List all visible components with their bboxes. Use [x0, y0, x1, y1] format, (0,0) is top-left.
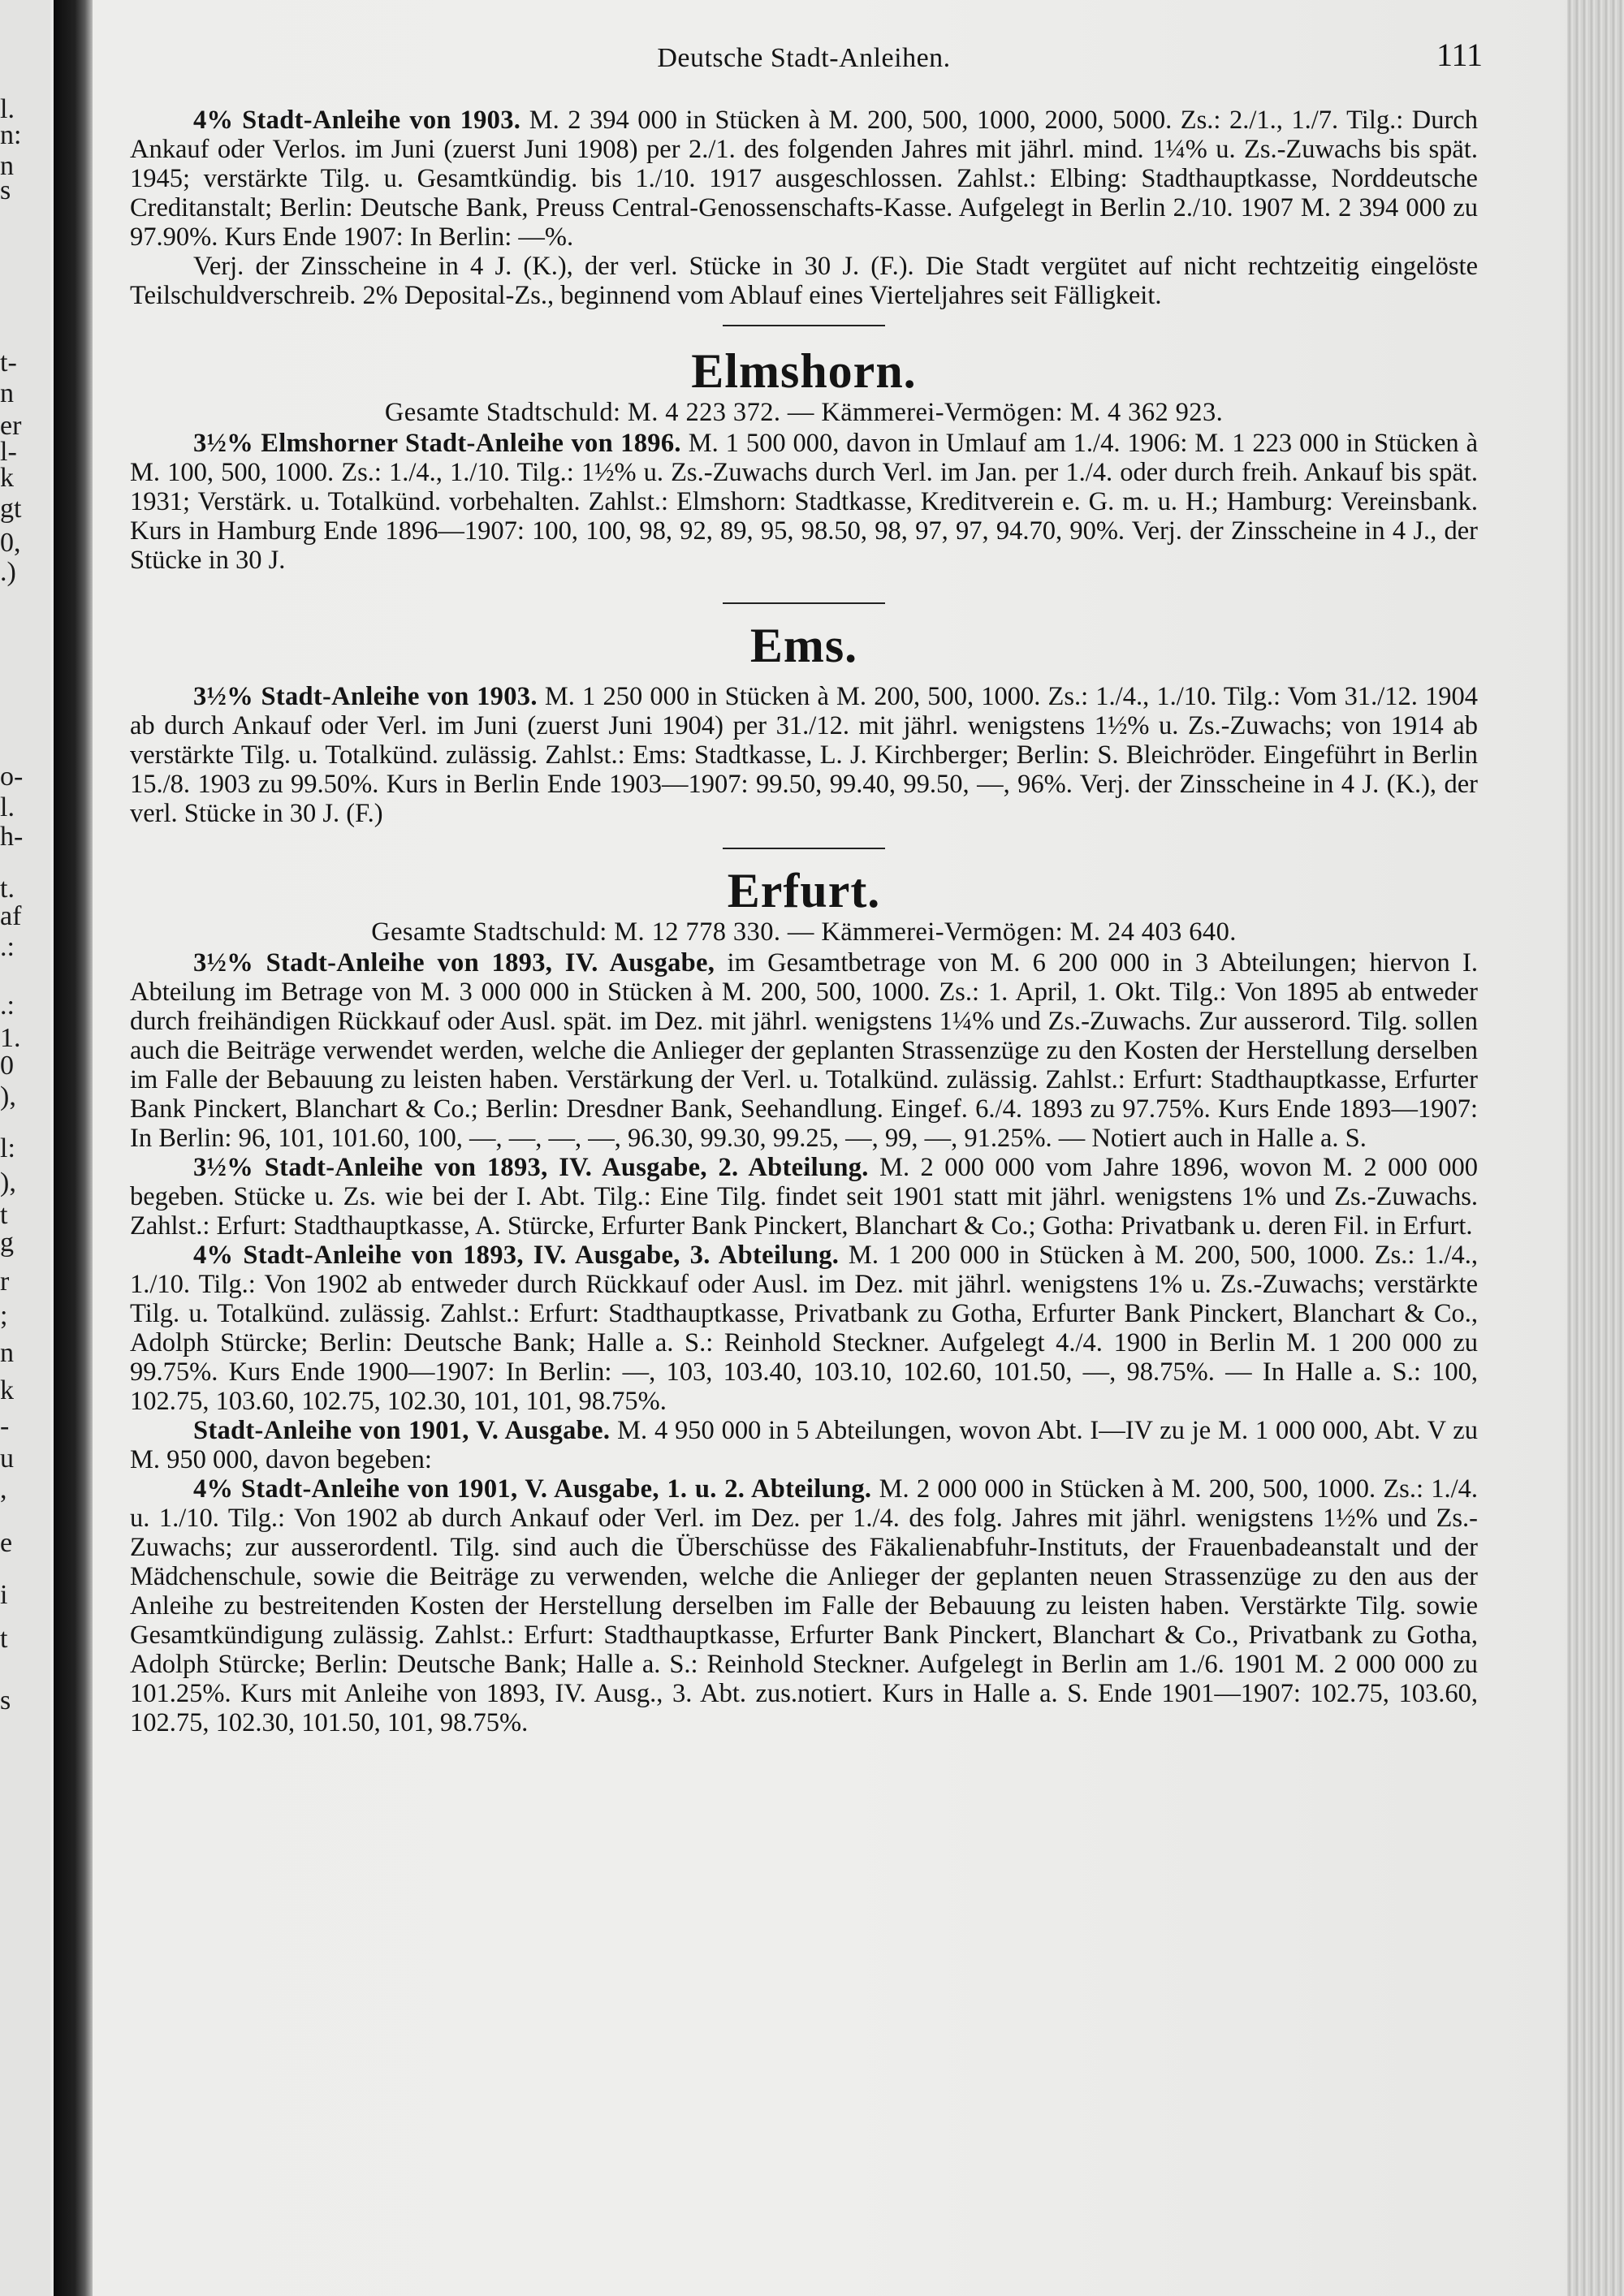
previous-page-fragment: .:	[0, 990, 15, 1021]
elbing-loan-text: M. 2 394 000 in Stücken à M. 200, 500, 1000, 2000, 5000. Zs.: 2./1., 1./7. Tilg.: Durch Ankauf oder Verlos. im Juni (zuerst Juni 1908) per 2./1. des folgenden Jahres mit jährl. mind. 1¼% u. Zs.-Zuwachs bis spät. 1945; verstärkte Tilg. u. Gesamtkündig. bis 1./10. 1917 ausgeschlossen. Zahlst.: Elbing: Stadthauptkasse, Norddeutsche Creditanstalt; Berlin: Deutsche Bank, Preuss Central-Genossenschafts-Kasse. Aufgelegt in Berlin 2./10. 1907 M. 2 394 000 zu 97.90%. Kurs Ende 1907: In Berlin: —%.	[130, 106, 1478, 252]
previous-page-fragment: s	[0, 175, 11, 205]
erfurt-loan-entry	[130, 1241, 1478, 1416]
previous-page-fragment: n	[0, 151, 14, 181]
section-divider	[723, 325, 885, 326]
erfurt-loan-text: M. 2 000 000 in Stücken à M. 200, 500, 1000. Zs.: 1./4. u. 1./10. Tilg.: Von 1902 ab durch Ankauf oder Verl. im Dez. per 1./4. des folg. Jahres mit jährl. wenigstens 1½% und Zs.-Zuwachs; zur ausserordentl. Tilg. sind auch die Überschüsse des Fäkalienabfuhr-Instituts, der Frauenbadeanstalt und der Mädchenschule, sowie die Beiträge zu verwenden, welche die Anlieger der geplanten neuen Strassenzüge zu den aus der Anleihe zu bestreitenden Kosten der Herstellung derselben im Falle der Bebauung zu leisten haben. Verstärkte Tilg. sowie Gesamtkündigung zulässig. Zahlst.: Erfurt: Stadthauptkasse, Erfurter Bank Pinckert, Blanchart & Co., Privatbank zu Gotha, Adolph Stürcke; Berlin: Deutsche Bank; Halle a. S.: Reinhold Steckner. Aufgelegt in Berlin am 1./6. 1901 M. 2 000 000 zu 101.25%. Kurs mit Anleihe von 1893, IV. Ausg., 3. Abt. zus.notiert. Kurs in Halle a. S. Ende 1901—1907: 102.75, 103.60, 102.75, 102.30, 101.50, 101, 98.75%.	[130, 1474, 1479, 1737]
ems-loan-title: 3½% Stadt-Anleihe von 1903.	[193, 682, 538, 711]
erfurt-loan-text: M. 1 200 000 in Stücken à M. 200, 500, 1000. Zs.: 1./4., 1./10. Tilg.: Von 1902 ab entweder durch Rückkauf oder Ausl. im Dez. mit jährl. wenigstens 1% u. Zs.-Zuwachs; verstärkte Tilg. u. Totalkünd. zulässig. Zahlst.: Erfurt: Stadthauptkasse, Privatbank zu Gotha, Erfurter Bank Pinckert, Blanchart & Co., Adolph Stürcke; Berlin: Deutsche Bank; Halle a. S.: Reinhold Steckner. Aufgelegt 4./4. 1900 in Berlin M. 1 200 000 zu 99.75%. Kurs Ende 1900—1907: In Berlin: —, 103, 103.40, 103.10, 102.60, 101.50, —, 98.75%. — In Halle a. S.: 100, 102.75, 103.60, 102.75, 102.30, 101, 101, 98.75%.	[130, 1241, 1478, 1416]
previous-page-edge	[0, 0, 50, 2296]
erfurt-loan-entry	[130, 1474, 1478, 1737]
previous-page-fragment: t-	[0, 347, 17, 378]
page-content	[130, 37, 1483, 1737]
ems-loan-entry	[130, 682, 1478, 828]
erfurt-loan-text: im Gesamtbetrage von M. 6 200 000 in 3 Abteilungen; hiervon I. Abteilung im Betrage von M. 3 000 000 in Stücken à M. 200, 500, 1000. Zs.: 1. April, 1. Okt. Tilg.: Von 1895 ab entweder durch freihändigen Rückkauf oder Ausl. spät. im Dez. mit jährl. wenigstens 1¼% und Zs.-Zuwachs. Zur ausserord. Tilg. sollen auch die Beiträge verwendet werden, welche die Anlieger der geplanten Strassenzüge zu den Kosten der Herstellung derselben im Falle der Bebauung zu leisten haben. Verstärkung der Verl. u. Totalkünd. zulässig. Zahlst.: Erfurt: Stadthauptkasse, Erfurter Bank Pinckert, Blanchart & Co.; Berlin: Dresdner Bank, Seehandlung. Eingef. 6./4. 1893 zu 97.75%. Kurs Ende 1893—1907: In Berlin: 96, 101, 101.60, 100, —, —, —, —, 96.30, 99.30, 99.25, —, 99, —, 91.25%. — Notiert auch in Halle a. S.	[130, 948, 1478, 1153]
erfurt-loan-title: 4% Stadt-Anleihe von 1901, V. Ausgabe, 1. u. 2. Abteilung.	[193, 1474, 872, 1504]
city-heading-erfurt: Erfurt.	[727, 864, 881, 917]
previous-page-fragment: n	[0, 1338, 14, 1368]
erfurt-debt-line: Gesamte Stadtschuld: M. 12 778 330. — Kämmerei-Vermögen: M. 24 403 640.	[371, 917, 1237, 947]
erfurt-loan-title: 3½% Stadt-Anleihe von 1893, IV. Ausgabe, 2. Abteilung.	[193, 1153, 869, 1182]
erfurt-loan-entry	[130, 1416, 1478, 1474]
erfurt-loan-entry	[130, 948, 1478, 1153]
previous-page-fragment: i	[0, 1580, 8, 1610]
previous-page-fragment: ),	[0, 1081, 16, 1111]
erfurt-loan-title: 3½% Stadt-Anleihe von 1893, IV. Ausgabe,	[193, 948, 715, 978]
previous-page-fragment: s	[0, 1685, 11, 1716]
previous-page-fragment: er	[0, 411, 22, 441]
previous-page-fragment: l.	[0, 792, 15, 822]
previous-page-fragment: k	[0, 463, 14, 493]
previous-page-fragment: l.	[0, 94, 15, 124]
elmshorn-loan-entry	[130, 429, 1478, 575]
elbing-loan-note: Verj. der Zinsscheine in 4 J. (K.), der verl. Stücke in 30 J. (F.). Die Stadt vergütet auf nicht rechtzeitig eingelöste Teilschuldverschreib. 2% Deposital-Zs., beginnend vom Ablauf eines Vierteljahres seit Fälligkeit.	[130, 252, 1478, 310]
city-heading-ems: Ems.	[749, 619, 858, 672]
previous-page-fragment: t.	[0, 874, 15, 904]
previous-page-fragment: ),	[0, 1167, 16, 1198]
previous-page-fragment: l:	[0, 1133, 15, 1163]
running-title: Deutsche Stadt-Anleihen.	[657, 43, 951, 73]
previous-page-fragment: t	[0, 1624, 8, 1654]
previous-page-fragment: .)	[0, 557, 16, 587]
previous-page-fragment: r	[0, 1267, 10, 1297]
elmshorn-loan-text: M. 1 500 000, davon in Umlauf am 1./4. 1906: M. 1 223 000 in Stücken à M. 100, 500, 1000. Zs.: 1./4., 1./10. Tilg.: 1½% u. Zs.-Zuwachs durch Verl. im Jan. per 1./4. oder durch freih. Ankauf bis spät. 1931; Verstärk. u. Totalkünd. vorbehalten. Zahlst.: Elmshorn: Stadtkasse, Kreditverein e. G. m. u. H.; Hamburg: Vereinsbank. Kurs in Hamburg Ende 1896—1907: 100, 100, 98, 92, 89, 95, 98.50, 98, 97, 97, 94.70, 90%. Verj. der Zinsscheine in 4 J., der Stücke in 30 J.	[130, 429, 1478, 575]
elbing-loan-entry	[130, 106, 1478, 252]
previous-page-fragment: 0	[0, 1051, 14, 1081]
previous-page-fragment: n	[0, 378, 14, 408]
elmshorn-loan-title: 3½% Elmshorner Stadt-Anleihe von 1896.	[193, 429, 681, 458]
previous-page-fragment: h-	[0, 822, 24, 852]
erfurt-loan-title: 4% Stadt-Anleihe von 1893, IV. Ausgabe, 3. Abteilung.	[193, 1241, 840, 1270]
running-head	[130, 37, 1483, 88]
previous-page-fragment: u	[0, 1444, 14, 1474]
previous-page-fragment: af	[0, 901, 22, 931]
city-heading-elmshorn: Elmshorn.	[691, 344, 917, 398]
previous-page-fragment: .:	[0, 932, 15, 962]
previous-page-fragment: 1.	[0, 1023, 21, 1053]
page-number: 111	[1436, 37, 1483, 73]
previous-page-fragment: k	[0, 1375, 14, 1405]
erfurt-loan-entry	[130, 1153, 1478, 1241]
elbing-loan-title: 4% Stadt-Anleihe von 1903.	[193, 106, 521, 135]
page-edge-right	[1567, 0, 1624, 2296]
previous-page-fragment: t	[0, 1200, 8, 1230]
previous-page-fragment: g	[0, 1228, 14, 1258]
previous-page-fragment: l-	[0, 437, 17, 467]
erfurt-loan-text: M. 4 950 000 in 5 Abteilungen, wovon Abt. I—IV zu je M. 1 000 000, Abt. V zu M. 950 000, davon begeben:	[130, 1416, 1478, 1474]
previous-page-fragment: ;	[0, 1301, 8, 1331]
ems-loan-text: M. 1 250 000 in Stücken à M. 200, 500, 1000. Zs.: 1./4., 1./10. Tilg.: Vom 31./12. 1904 ab durch Ankauf oder Verl. im Juni (zuerst Juni 1904) per 31./12. mit jährl. wenigstens 1½% u. Zs.-Zuwachs; von 1914 ab verstärkte Tilg. u. Totalkünd. zulässig. Zahlst.: Ems: Stadtkasse, L. J. Kirchberger; Berlin: S. Bleichröder. Eingeführt in Berlin 15./8. 1903 zu 99.50%. Kurs in Berlin Ende 1903—1907: 99.50, 99.40, 99.50, —, 96%. Verj. der Zinsscheine in 4 J. (K.), der verl. Stücke in 30 J. (F.)	[130, 682, 1478, 828]
section-divider	[723, 602, 885, 604]
previous-page-fragment: gt	[0, 494, 22, 524]
previous-page-fragment: e	[0, 1528, 13, 1558]
elmshorn-debt-line: Gesamte Stadtschuld: M. 4 223 372. — Kämmerei-Vermögen: M. 4 362 923.	[384, 398, 1224, 427]
erfurt-loan-title: Stadt-Anleihe von 1901, V. Ausgabe.	[193, 1416, 611, 1445]
previous-page-fragment: o-	[0, 762, 24, 792]
previous-page-fragment: n:	[0, 120, 22, 150]
previous-page-fragment: ,	[0, 1474, 7, 1504]
previous-page-fragment: 0,	[0, 528, 21, 558]
section-divider	[723, 848, 885, 849]
book-gutter	[54, 0, 93, 2296]
previous-page-fragment: -	[0, 1411, 10, 1441]
erfurt-loan-text: M. 2 000 000 vom Jahre 1896, wovon M. 2 000 000 begeben. Stücke u. Zs. wie bei der I. Abt. Tilg.: Eine Tilg. findet seit 1901 statt mit jährl. wenigstens 1% und Zs.-Zuwachs. Zahlst.: Erfurt: Stadthauptkasse, A. Stürcke, Erfurter Bank Pinckert, Blanchart & Co.; Gotha: Privatbank u. deren Fil. in Erfurt.	[130, 1153, 1478, 1241]
